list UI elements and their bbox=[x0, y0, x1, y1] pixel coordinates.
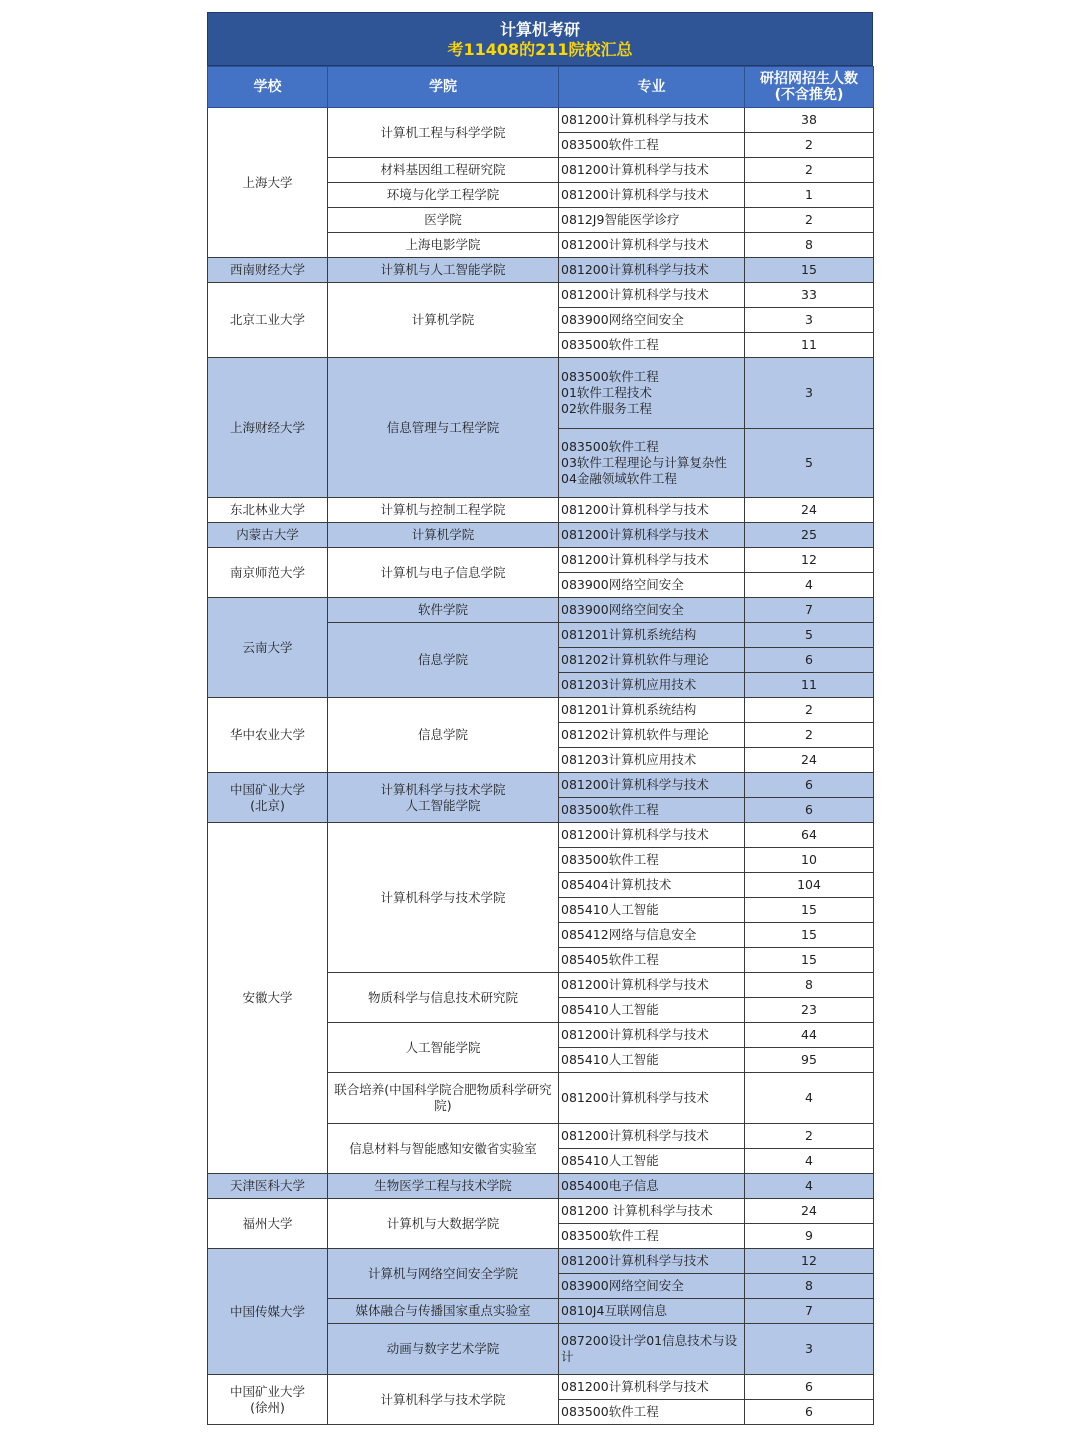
college-cell: 计算机科学与技术学院 bbox=[328, 1375, 559, 1425]
count-cell: 33 bbox=[745, 283, 874, 308]
college-cell: 环境与化学工程学院 bbox=[328, 183, 559, 208]
major-cell: 083500软件工程 01软件工程技术 02软件服务工程 bbox=[559, 358, 745, 429]
college-cell: 信息学院 bbox=[328, 698, 559, 773]
college-cell: 计算机科学与技术学院 bbox=[328, 823, 559, 973]
table-row bbox=[208, 1174, 874, 1199]
count-cell: 24 bbox=[745, 498, 874, 523]
major-cell: 081200计算机科学与技术 bbox=[559, 548, 745, 573]
major-cell: 081202计算机软件与理论 bbox=[559, 723, 745, 748]
count-cell: 2 bbox=[745, 133, 874, 158]
count-cell: 5 bbox=[745, 429, 874, 498]
count-cell: 4 bbox=[745, 573, 874, 598]
college-cell: 联合培养(中国科学院合肥物质科学研究院) bbox=[328, 1073, 559, 1124]
table-row bbox=[208, 698, 874, 723]
major-cell: 081202计算机软件与理论 bbox=[559, 648, 745, 673]
header-college: 学院 bbox=[328, 67, 559, 108]
table-row bbox=[208, 498, 874, 523]
count-cell: 15 bbox=[745, 923, 874, 948]
table-row bbox=[208, 548, 874, 573]
major-cell: 083500软件工程 bbox=[559, 848, 745, 873]
major-cell: 081200计算机科学与技术 bbox=[559, 773, 745, 798]
count-cell: 8 bbox=[745, 973, 874, 998]
college-cell: 计算机工程与科学学院 bbox=[328, 108, 559, 158]
count-cell: 95 bbox=[745, 1048, 874, 1073]
school-cell: 天津医科大学 bbox=[208, 1174, 328, 1199]
count-cell: 64 bbox=[745, 823, 874, 848]
major-cell: 081200计算机科学与技术 bbox=[559, 1249, 745, 1274]
table-row bbox=[208, 1249, 874, 1274]
count-cell: 10 bbox=[745, 848, 874, 873]
major-cell: 081203计算机应用技术 bbox=[559, 748, 745, 773]
college-cell: 信息材料与智能感知安徽省实验室 bbox=[328, 1124, 559, 1174]
major-cell: 081201计算机系统结构 bbox=[559, 698, 745, 723]
count-cell: 5 bbox=[745, 623, 874, 648]
major-cell: 083500软件工程 bbox=[559, 1400, 745, 1425]
count-cell: 6 bbox=[745, 773, 874, 798]
major-cell: 081200计算机科学与技术 bbox=[559, 258, 745, 283]
school-cell: 华中农业大学 bbox=[208, 698, 328, 773]
college-cell: 材料基因组工程研究院 bbox=[328, 158, 559, 183]
count-cell: 4 bbox=[745, 1149, 874, 1174]
college-cell: 物质科学与信息技术研究院 bbox=[328, 973, 559, 1023]
major-cell: 083900网络空间安全 bbox=[559, 308, 745, 333]
school-cell: 中国传媒大学 bbox=[208, 1249, 328, 1375]
table-row bbox=[208, 523, 874, 548]
count-cell: 24 bbox=[745, 748, 874, 773]
count-cell: 104 bbox=[745, 873, 874, 898]
college-cell: 人工智能学院 bbox=[328, 1023, 559, 1073]
school-cell: 云南大学 bbox=[208, 598, 328, 698]
major-cell: 085404计算机技术 bbox=[559, 873, 745, 898]
college-cell: 上海电影学院 bbox=[328, 233, 559, 258]
school-cell: 安徽大学 bbox=[208, 823, 328, 1174]
college-cell: 计算机科学与技术学院 人工智能学院 bbox=[328, 773, 559, 823]
major-cell: 081200计算机科学与技术 bbox=[559, 1023, 745, 1048]
school-table bbox=[207, 66, 874, 1425]
count-cell: 15 bbox=[745, 258, 874, 283]
summary-sheet bbox=[207, 12, 873, 1425]
count-cell: 1 bbox=[745, 183, 874, 208]
college-cell: 生物医学工程与技术学院 bbox=[328, 1174, 559, 1199]
major-cell: 087200设计学01信息技术与设计 bbox=[559, 1324, 745, 1375]
major-cell: 083500软件工程 bbox=[559, 798, 745, 823]
major-cell: 081200计算机科学与技术 bbox=[559, 183, 745, 208]
college-cell: 软件学院 bbox=[328, 598, 559, 623]
count-cell: 12 bbox=[745, 1249, 874, 1274]
count-cell: 9 bbox=[745, 1224, 874, 1249]
count-cell: 2 bbox=[745, 158, 874, 183]
count-cell: 25 bbox=[745, 523, 874, 548]
table-body bbox=[208, 108, 874, 1425]
major-cell: 085405软件工程 bbox=[559, 948, 745, 973]
major-cell: 0810J4互联网信息 bbox=[559, 1299, 745, 1324]
count-cell: 44 bbox=[745, 1023, 874, 1048]
count-cell: 38 bbox=[745, 108, 874, 133]
count-cell: 2 bbox=[745, 698, 874, 723]
title-banner bbox=[207, 12, 873, 66]
count-cell: 8 bbox=[745, 233, 874, 258]
major-cell: 081201计算机系统结构 bbox=[559, 623, 745, 648]
school-cell: 福州大学 bbox=[208, 1199, 328, 1249]
major-cell: 081200计算机科学与技术 bbox=[559, 158, 745, 183]
count-cell: 2 bbox=[745, 208, 874, 233]
count-cell: 6 bbox=[745, 1375, 874, 1400]
count-cell: 12 bbox=[745, 548, 874, 573]
count-cell: 23 bbox=[745, 998, 874, 1023]
school-cell: 内蒙古大学 bbox=[208, 523, 328, 548]
major-cell: 083500软件工程 bbox=[559, 333, 745, 358]
table-row bbox=[208, 823, 874, 848]
count-cell: 11 bbox=[745, 673, 874, 698]
major-cell: 081200计算机科学与技术 bbox=[559, 1375, 745, 1400]
college-cell: 动画与数字艺术学院 bbox=[328, 1324, 559, 1375]
major-cell: 083900网络空间安全 bbox=[559, 598, 745, 623]
major-cell: 081200计算机科学与技术 bbox=[559, 498, 745, 523]
college-cell: 信息管理与工程学院 bbox=[328, 358, 559, 498]
count-cell: 3 bbox=[745, 1324, 874, 1375]
college-cell: 计算机与网络空间安全学院 bbox=[328, 1249, 559, 1299]
major-cell: 081200计算机科学与技术 bbox=[559, 973, 745, 998]
school-cell: 中国矿业大学 (徐州) bbox=[208, 1375, 328, 1425]
page-subtitle: 考11408的211院校汇总 bbox=[447, 40, 633, 59]
school-cell: 西南财经大学 bbox=[208, 258, 328, 283]
count-cell: 2 bbox=[745, 1124, 874, 1149]
count-cell: 6 bbox=[745, 648, 874, 673]
major-cell: 083500软件工程 bbox=[559, 133, 745, 158]
table-row bbox=[208, 1199, 874, 1224]
header-major: 专业 bbox=[559, 67, 745, 108]
count-cell: 15 bbox=[745, 948, 874, 973]
major-cell: 083500软件工程 bbox=[559, 1224, 745, 1249]
college-cell: 计算机与人工智能学院 bbox=[328, 258, 559, 283]
table-row bbox=[208, 358, 874, 429]
table-row bbox=[208, 598, 874, 623]
major-cell: 083500软件工程 03软件工程理论与计算复杂性 04金融领域软件工程 bbox=[559, 429, 745, 498]
major-cell: 081200计算机科学与技术 bbox=[559, 523, 745, 548]
major-cell: 085410人工智能 bbox=[559, 1048, 745, 1073]
table-row bbox=[208, 773, 874, 798]
count-cell: 3 bbox=[745, 358, 874, 429]
school-cell: 南京师范大学 bbox=[208, 548, 328, 598]
count-cell: 7 bbox=[745, 598, 874, 623]
major-cell: 083900网络空间安全 bbox=[559, 1274, 745, 1299]
major-cell: 0812J9智能医学诊疗 bbox=[559, 208, 745, 233]
page-title: 计算机考研 bbox=[499, 20, 580, 39]
count-cell: 4 bbox=[745, 1073, 874, 1124]
count-cell: 7 bbox=[745, 1299, 874, 1324]
count-cell: 2 bbox=[745, 723, 874, 748]
major-cell: 085400电子信息 bbox=[559, 1174, 745, 1199]
major-cell: 085410人工智能 bbox=[559, 1149, 745, 1174]
college-cell: 计算机与大数据学院 bbox=[328, 1199, 559, 1249]
table-row bbox=[208, 1375, 874, 1400]
college-cell: 计算机与控制工程学院 bbox=[328, 498, 559, 523]
count-cell: 6 bbox=[745, 798, 874, 823]
college-cell: 计算机学院 bbox=[328, 283, 559, 358]
major-cell: 085412网络与信息安全 bbox=[559, 923, 745, 948]
header-school: 学校 bbox=[208, 67, 328, 108]
count-cell: 4 bbox=[745, 1174, 874, 1199]
school-cell: 上海财经大学 bbox=[208, 358, 328, 498]
table-row bbox=[208, 258, 874, 283]
table-row bbox=[208, 108, 874, 133]
major-cell: 081200计算机科学与技术 bbox=[559, 283, 745, 308]
header-count: 研招网招生人数 (不含推免) bbox=[745, 67, 874, 108]
count-cell: 15 bbox=[745, 898, 874, 923]
school-cell: 中国矿业大学 (北京) bbox=[208, 773, 328, 823]
count-cell: 3 bbox=[745, 308, 874, 333]
college-cell: 媒体融合与传播国家重点实验室 bbox=[328, 1299, 559, 1324]
school-cell: 东北林业大学 bbox=[208, 498, 328, 523]
table-row bbox=[208, 283, 874, 308]
school-cell: 上海大学 bbox=[208, 108, 328, 258]
major-cell: 081200计算机科学与技术 bbox=[559, 1124, 745, 1149]
college-cell: 计算机学院 bbox=[328, 523, 559, 548]
count-cell: 8 bbox=[745, 1274, 874, 1299]
major-cell: 081200计算机科学与技术 bbox=[559, 108, 745, 133]
count-cell: 11 bbox=[745, 333, 874, 358]
major-cell: 081200计算机科学与技术 bbox=[559, 1073, 745, 1124]
major-cell: 083900网络空间安全 bbox=[559, 573, 745, 598]
major-cell: 085410人工智能 bbox=[559, 998, 745, 1023]
major-cell: 081200计算机科学与技术 bbox=[559, 823, 745, 848]
major-cell: 081203计算机应用技术 bbox=[559, 673, 745, 698]
major-cell: 085410人工智能 bbox=[559, 898, 745, 923]
count-cell: 6 bbox=[745, 1400, 874, 1425]
college-cell: 计算机与电子信息学院 bbox=[328, 548, 559, 598]
school-cell: 北京工业大学 bbox=[208, 283, 328, 358]
header-row bbox=[208, 67, 874, 108]
major-cell: 081200计算机科学与技术 bbox=[559, 233, 745, 258]
college-cell: 医学院 bbox=[328, 208, 559, 233]
major-cell: 081200 计算机科学与技术 bbox=[559, 1199, 745, 1224]
count-cell: 24 bbox=[745, 1199, 874, 1224]
college-cell: 信息学院 bbox=[328, 623, 559, 698]
